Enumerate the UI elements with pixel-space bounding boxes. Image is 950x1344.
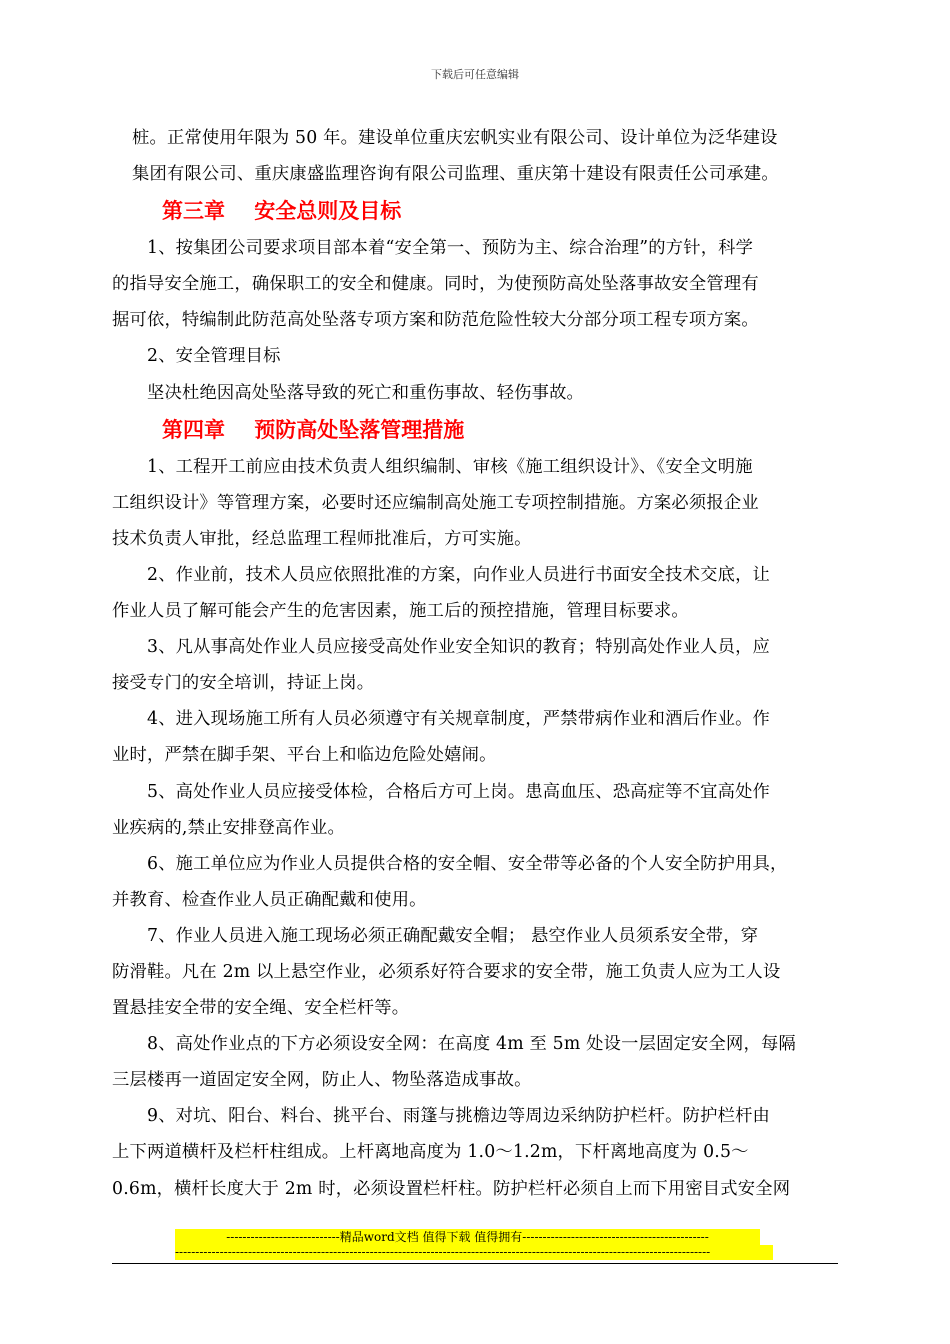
paragraph-line: 据可依，特编制此防范高处坠落专项方案和防范危险性较大分部分项工程专项方案。 bbox=[112, 310, 759, 331]
paragraph-line: 工组织设计》等管理方案，必要时还应编制高处施工专项控制措施。方案必须报企业 bbox=[112, 492, 759, 513]
page-header: 下载后可任意编辑 bbox=[431, 68, 519, 81]
paragraph-line: 6、施工单位应为作业人员提供合格的安全帽、安全带等必备的个人安全防护用具， bbox=[147, 853, 788, 874]
intro-line: 桩。正常使用年限为 50 年。建设单位重庆宏帆实业有限公司、设计单位为泛华建设 bbox=[132, 128, 778, 148]
paragraph-line: 2、安全管理目标 bbox=[147, 346, 281, 367]
paragraph-line: 上下两道横杆及栏杆柱组成。上杆离地高度为 1.0～1.2m，下杆离地高度为 0.5～ bbox=[112, 1142, 749, 1163]
paragraph-line: 防滑鞋。凡在 2m 以上悬空作业，必须系好符合要求的安全带，施工负责人应为工人设 bbox=[112, 961, 781, 982]
chapter-3-heading: 第三章 安全总则及目标 bbox=[162, 199, 402, 224]
paragraph-line: 坚决杜绝因高处坠落导致的死亡和重伤事故、轻伤事故。 bbox=[147, 382, 585, 403]
paragraph-line: 三层楼再一道固定安全网，防止人、物坠落造成事故。 bbox=[112, 1070, 532, 1091]
document-body bbox=[112, 120, 840, 1207]
paragraph-line: 4、进入现场施工所有人员必须遵守有关规章制度，严禁带病作业和酒后作业。作 bbox=[147, 709, 771, 730]
paragraph-line: 并教育、检查作业人员正确配戴和使用。 bbox=[112, 889, 427, 910]
paragraph-line: 业时，严禁在脚手架、平台上和临边危险处嬉闹。 bbox=[112, 745, 497, 766]
paragraph-line: 的指导安全施工，确保职工的安全和健康。同时，为使预防高处坠落事故安全管理有 bbox=[112, 274, 759, 295]
intro-line: 集团有限公司、重庆康盛监理咨询有限公司监理、重庆第十建设有限责任公司承建。 bbox=[132, 164, 779, 185]
paragraph-line: 3、凡从事高处作业人员应接受高处作业安全知识的教育；特别高处作业人员，应 bbox=[147, 637, 771, 658]
footer-banner-line: ----------------------------精品word文档 值得下载 值得拥有---------------------------------------------- bbox=[175, 1229, 760, 1245]
footer-rule bbox=[112, 1263, 838, 1264]
paragraph-line: 8、高处作业点的下方必须设安全网：在高度 4m 至 5m 处设一层固定安全网，每隔 bbox=[147, 1034, 796, 1055]
paragraph-line: 0.6m，横杆长度大于 2m 时，必须设置栏杆柱。防护栏杆必须自上而下用密目式安全网 bbox=[112, 1178, 791, 1199]
paragraph-line: 2、作业前，技术人员应依照批准的方案，向作业人员进行书面安全技术交底，让 bbox=[147, 564, 771, 585]
paragraph-line: 置悬挂安全带的安全绳、安全栏杆等。 bbox=[112, 998, 410, 1019]
paragraph-line: 7、作业人员进入施工现场必须正确配戴安全帽； 悬空作业人员须系安全带，穿 bbox=[147, 925, 759, 946]
paragraph-line: 5、高处作业人员应接受体检，合格后方可上岗。患高血压、恐高症等不宜高处作 bbox=[147, 781, 771, 802]
paragraph-line: 作业人员了解可能会产生的危害因素，施工后的预控措施，管理目标要求。 bbox=[112, 601, 689, 622]
paragraph-line: 9、对坑、阳台、料台、挑平台、雨篷与挑檐边等周边采纳防护栏杆。防护栏杆由 bbox=[147, 1106, 771, 1127]
paragraph-line: 技术负责人审批，经总监理工程师批准后，方可实施。 bbox=[112, 528, 532, 549]
paragraph-line: 业疾病的,禁止安排登高作业。 bbox=[112, 817, 345, 838]
chapter-4-heading: 第四章 预防高处坠落管理措施 bbox=[162, 417, 465, 442]
paragraph-line: 1、工程开工前应由技术负责人组织编制、审核《施工组织设计》、《安全文明施 bbox=[147, 456, 753, 477]
footer-dash-line: ------------------------------------------------------------------------------------------------------------------------------------ bbox=[175, 1245, 773, 1260]
paragraph-line: 1、按集团公司要求项目部本着“安全第一、预防为主、综合治理”的方针，科学 bbox=[147, 238, 754, 259]
paragraph-line: 接受专门的安全培训，持证上岗。 bbox=[112, 673, 375, 694]
